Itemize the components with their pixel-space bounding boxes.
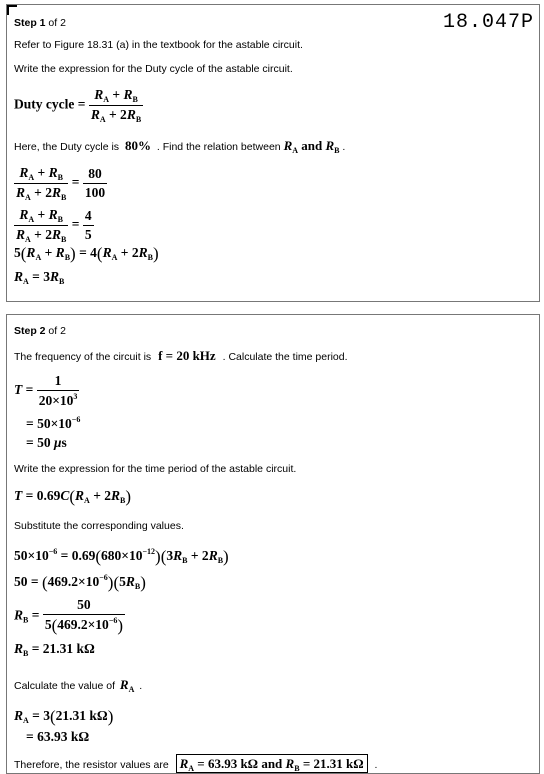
- step-2-line-3: Substitute the corresponding values.: [14, 520, 184, 532]
- duty-cycle-equation: Duty cycle = $\frac{R_A + R_B}{R_A + 2R_B}$: [14, 87, 142, 124]
- rb-fraction: $R_B$ = $\frac{50}{5(469.2\times 10^{-6})}$: [14, 597, 124, 635]
- step-2-line-2: Write the expression for the time period of the astable circuit.: [14, 463, 297, 475]
- step-1-line-2: Write the expression for the Duty cycle of the astable circuit.: [14, 63, 293, 75]
- step-2-title: Step 2 of 2: [14, 325, 66, 337]
- frequency-value: f = 20 kHz: [158, 348, 216, 363]
- final-answer-box: $R_A = 63.93$ kΩ and $R_B = 21.31$ kΩ: [176, 754, 368, 773]
- period-equation: T = $\frac{1}{20\times 10^3}$: [14, 373, 78, 408]
- step-2-line-1: The frequency of the circuit is f = 20 kHz . Calculate the time period.: [14, 348, 348, 363]
- problem-code: 18.047P: [442, 11, 534, 34]
- simplified-equation: $50 = (469.2\times 10^{-6})(5R_B)$: [14, 573, 146, 592]
- step-2-panel: [6, 314, 540, 774]
- ratio-equation-2: $\frac{R_A + R_B}{R_A + 2R_B}$ = $\frac{4}{5}$: [16, 207, 92, 244]
- corner-mark: [7, 5, 17, 15]
- cross-multiply-equation: $5(R_A + R_B) = 4(R_A + 2R_B)$: [14, 244, 159, 263]
- period-value-sci: = $50\times 10^{-6}$: [26, 415, 81, 431]
- step-1-title: Step 1 of 2: [14, 17, 66, 29]
- time-period-formula: $T = 0.69C(R_A + 2R_B)$: [14, 487, 132, 506]
- duty-cycle-label: Duty cycle: [14, 96, 75, 112]
- duty-value: 80%: [124, 138, 151, 153]
- ratio-equation-1: $\frac{R_A + R_B}{R_A + 2R_B}$ = $\frac{80}{100}$: [16, 165, 106, 202]
- step-1-panel: [6, 4, 540, 302]
- step-1-line-1: Refer to Figure 18.31 (a) in the textbook for the astable circuit.: [14, 39, 303, 51]
- ra-result: = 63.93 kΩ: [26, 729, 90, 744]
- step-2-conclusion: Therefore, the resistor values are $R_A = 63.93$ kΩ and $R_B = 21.31$ kΩ .: [14, 756, 378, 773]
- ra-relation-result: $R_A = 3R_B$: [14, 269, 65, 286]
- step-1-line-3: Here, the Duty cycle is 80% . Find the relation between $R_A$ and $R_B$ .: [14, 138, 346, 155]
- period-value-us: = 50 μs: [26, 435, 67, 450]
- rb-result: $R_B = 21.31$ kΩ: [14, 641, 95, 658]
- substitution-equation: $50\times 10^{-6} = 0.69(680\times 10^{-12})(3R_B + 2R_B)$: [14, 547, 229, 566]
- step-2-line-4: Calculate the value of $R_A$ .: [14, 677, 143, 694]
- ra-substitution: $R_A = 3(21.31$ kΩ): [14, 707, 114, 726]
